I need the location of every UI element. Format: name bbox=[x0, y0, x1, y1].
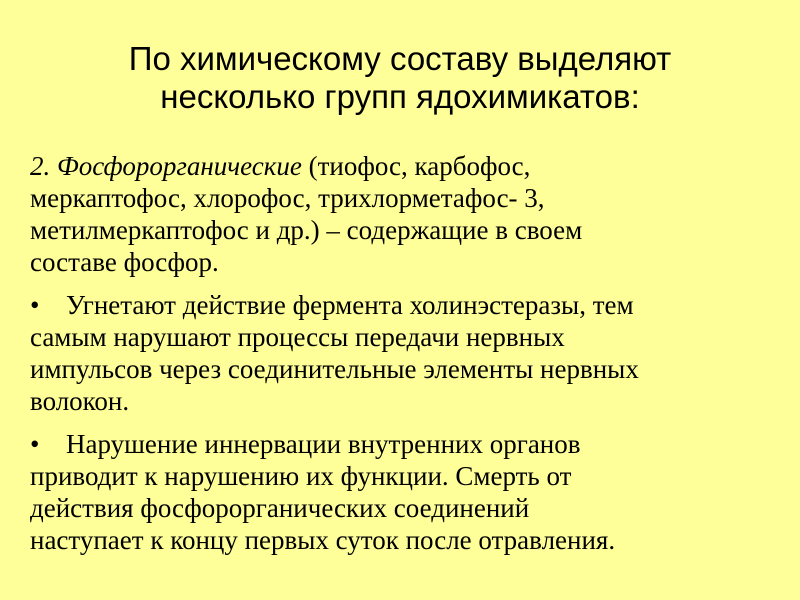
bullet-text-line-1: Нарушение иннервации внутренних органов bbox=[66, 429, 581, 459]
numbered-item-first-line bbox=[30, 150, 780, 182]
bullet-text-line-3: импульсов через соединительные элементы нервных bbox=[30, 354, 639, 384]
numbered-item-2 bbox=[30, 150, 780, 278]
bullet-text-line-4: волокон. bbox=[30, 386, 130, 416]
item-heading: Фосфорорганические bbox=[57, 151, 302, 181]
bullet-text-line-3: действия фосфорорганических соединений bbox=[30, 493, 530, 523]
title-line-1: По химическому составу выделяют bbox=[128, 40, 672, 77]
bullet-icon: • bbox=[30, 429, 40, 459]
bullet-line-1 bbox=[30, 428, 780, 460]
bullet-item-2 bbox=[30, 428, 780, 556]
bullet-text-line-2: приводит к нарушению их функции. Смерть от bbox=[30, 461, 572, 491]
item-line-4: составе фосфор. bbox=[30, 247, 219, 277]
bullet-line-1 bbox=[30, 289, 780, 321]
bullet-text-line-4: наступает к концу первых суток после отравления. bbox=[30, 525, 616, 555]
bullet-icon: • bbox=[30, 290, 40, 320]
bullet-item-1 bbox=[30, 289, 780, 417]
item-number: 2. bbox=[30, 151, 51, 181]
slide-body bbox=[30, 150, 780, 567]
slide-title bbox=[0, 40, 800, 116]
bullet-text-line-1: Угнетают действие фермента холинэстеразы, тем bbox=[66, 290, 634, 320]
item-line-1: (тиофос, карбофос, bbox=[301, 151, 531, 181]
bullet-text-line-2: самым нарушают процессы передачи нервных bbox=[30, 322, 565, 352]
item-line-3: метилмеркаптофос и др.) – содержащие в своем bbox=[30, 215, 583, 245]
title-line-2: несколько групп ядохимикатов: bbox=[160, 78, 640, 115]
item-line-2: меркаптофос, хлорофос, трихлорметафос- 3, bbox=[30, 183, 545, 213]
